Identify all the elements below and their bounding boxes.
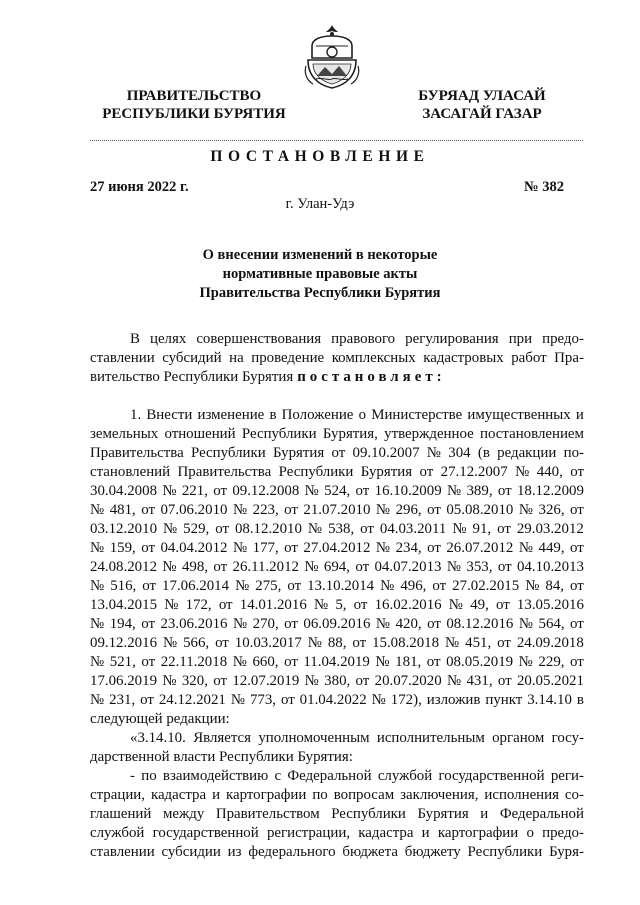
resolves-word: постановляет: [297, 369, 446, 385]
body-line: 13.04.2015 № 172, от 14.01.2016 № 5, от 16.02.2016 № 49, от 13.05.2016 [90, 597, 584, 613]
document-city: г. Улан-Удэ [285, 196, 355, 212]
body-line: земельных отношений Республики Бурятия, утвержденное постановлением [90, 426, 584, 442]
body-line: № 194, от 23.06.2016 № 270, от 06.09.2016 № 420, от 08.12.2016 № 564, от [90, 616, 584, 632]
title-line: О внесении изменений в некоторые [202, 247, 438, 263]
header-right-line1: БУРЯАД УЛАСАЙ [418, 88, 546, 104]
body-line: страции, кадастра и картографии по вопросам заключения, исполнения со- [90, 787, 584, 803]
body-line: № 521, от 22.11.2018 № 660, от 11.04.2019 № 181, от 08.05.2019 № 229, от [90, 654, 584, 670]
body-line: следующей редакции: [90, 711, 230, 727]
main-body [90, 406, 584, 862]
body-line: - по взаимодействию с Федеральной службой государственной реги- [130, 768, 584, 784]
body-line: глашений между Правительством Республики Бурятия и Федеральной [90, 806, 584, 822]
body-line: № 159, от 04.04.2012 № 177, от 27.04.2012 № 234, от 26.07.2012 № 449, от [90, 540, 584, 556]
header-left-line2: РЕСПУБЛИКИ БУРЯТИЯ [102, 106, 286, 122]
document-title [0, 246, 640, 303]
document-type: ПОСТАНОВЛЕНИЕ [210, 148, 430, 165]
header-left-line1: ПРАВИТЕЛЬСТВО [126, 88, 262, 104]
header-right-block [392, 87, 572, 123]
body-line: 24.08.2012 № 498, от 26.11.2012 № 694, от 04.07.2013 № 353, от 04.10.2013 [90, 559, 584, 575]
body-line: 17.06.2019 № 320, от 12.07.2019 № 380, от 20.07.2020 № 431, от 20.05.2021 [90, 673, 584, 689]
body-line: становлений Правительства Республики Бурятия от 27.12.2007 № 440, от [90, 464, 584, 480]
preamble-text: вительство Республики Бурятия [90, 369, 294, 385]
title-line: Правительства Республики Бурятия [199, 285, 441, 301]
document-date: 27 июня 2022 г. [90, 179, 189, 195]
body-line: дарственной власти Республики Бурятия: [90, 749, 353, 765]
header-left-block [84, 87, 304, 123]
header-divider [90, 140, 583, 141]
body-line: № 231, от 24.12.2021 № 773, от 01.04.2022 № 172), изложив пункт 3.14.10 в [90, 692, 584, 708]
body-line: 03.12.2010 № 529, от 08.12.2010 № 538, от 04.03.2011 № 91, от 29.03.2012 [90, 521, 584, 537]
preamble-line: ставлении субсидий на проведение комплексных кадастровых работ Пра- [90, 350, 584, 366]
body-line: Правительства Республики Бурятия от 09.10.2007 № 304 (в редакции по- [90, 445, 584, 461]
body-line: 1. Внести изменение в Положение о Министерстве имущественных и [130, 407, 584, 423]
body-line: 30.04.2008 № 221, от 09.12.2008 № 524, от 16.10.2009 № 389, от 18.12.2009 [90, 483, 584, 499]
body-line: «3.14.10. Является уполномоченным исполнительным органом госу- [130, 730, 584, 746]
body-line: 09.12.2016 № 566, от 10.03.2017 № 88, от 15.08.2018 № 451, от 24.09.2018 [90, 635, 584, 651]
header-right-line2: ЗАСАГАЙ ГАЗАР [422, 106, 542, 122]
title-line: нормативные правовые акты [222, 266, 418, 282]
body-line: № 481, от 07.06.2010 № 223, от 21.07.2010 № 296, от 05.08.2010 № 326, от [90, 502, 584, 518]
coat-of-arms-emblem [303, 22, 361, 90]
body-line: № 516, от 17.06.2014 № 275, от 13.10.2014 № 496, от 27.02.2015 № 84, от [90, 578, 584, 594]
preamble-paragraph [90, 330, 584, 387]
preamble-line: В целях совершенствования правового регулирования при предо- [130, 331, 584, 347]
body-line: ставлении субсидии из федерального бюджета бюджету Республики Буря- [90, 844, 584, 860]
preamble-line-last [90, 368, 584, 387]
document-number: № 382 [524, 179, 564, 195]
body-line: службой государственной регистрации, кадастра и картографии о предо- [90, 825, 584, 841]
